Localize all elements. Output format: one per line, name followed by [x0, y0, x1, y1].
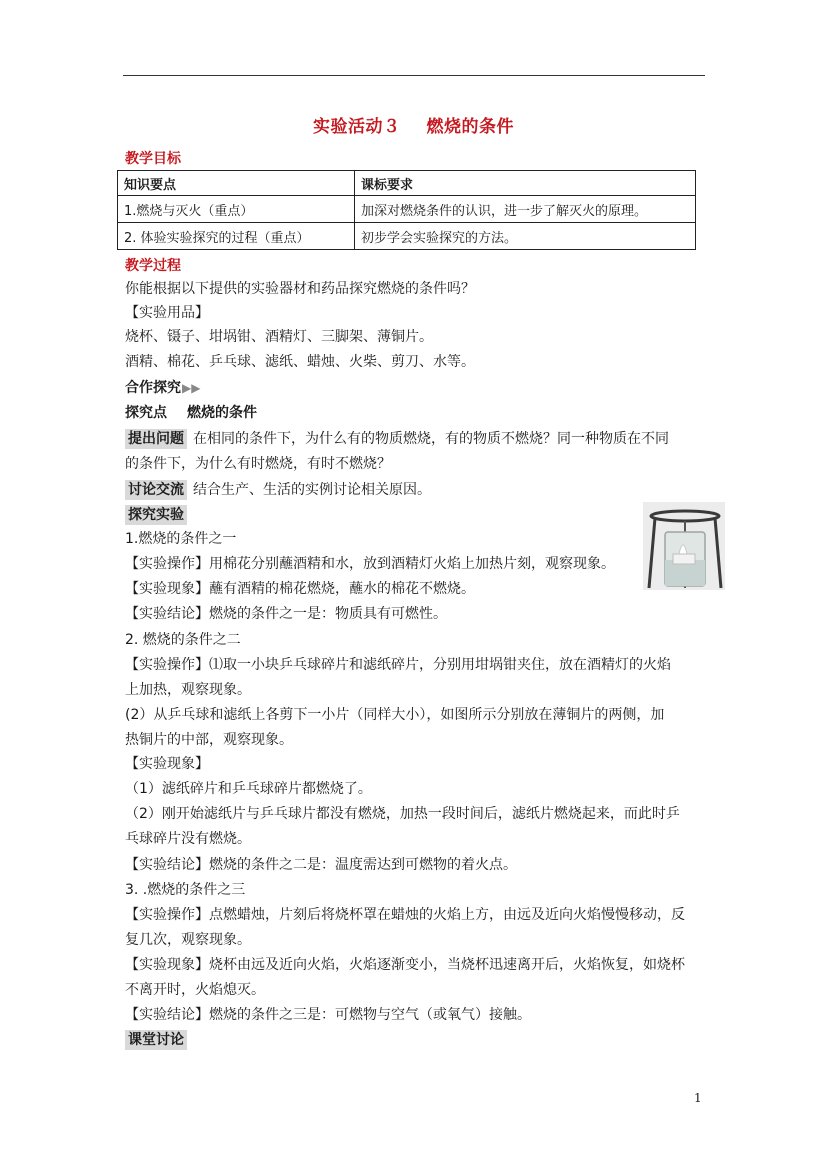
cond2-phenomenon-2b: 乓球碎片没有燃烧。: [125, 831, 251, 847]
table-cell: 1.燃烧与灭火（重点）: [118, 196, 355, 223]
table-cell: 初步学会实验探究的方法。: [355, 223, 696, 250]
cond2-phenomenon-label: 【实验现象】: [125, 756, 209, 772]
cond1-phenomenon: 【实验现象】蘸有酒精的棉花燃烧，蘸水的棉花不燃烧。: [125, 581, 475, 597]
section-coop: [125, 378, 200, 398]
discuss-tag: 讨论交流: [125, 480, 187, 500]
table-row: [118, 223, 696, 250]
discussion-heading: [125, 1030, 193, 1050]
cond2-operation-1: 【实验操作】⑴取一小块乒乓球碎片和滤纸碎片，分别用坩埚钳夹住，放在酒精灯的火焰: [125, 657, 671, 673]
cond2-phenomenon-1: （1）滤纸碎片和乒乓球碎片都燃烧了。: [125, 781, 372, 797]
cond2-operation-2: 上加热，观察现象。: [125, 682, 251, 698]
topic-heading: [125, 403, 257, 423]
cond3-operation-2: 复几次，观察现象。: [125, 932, 251, 948]
cond2-phenomenon-2a: （2）刚开始滤纸片与乒乓球片都没有燃烧，加热一段时间后，滤纸片燃烧起来，而此时乒: [125, 806, 680, 822]
page-title: [0, 112, 827, 137]
cond1-conclusion: 【实验结论】燃烧的条件之一是：物质具有可燃性。: [125, 606, 447, 622]
supplies-line-1: 烧杯、镊子、坩埚钳、酒精灯、三脚架、薄铜片。: [125, 329, 433, 345]
cond2-conclusion: 【实验结论】燃烧的条件之二是：温度需达到可燃物的着火点。: [125, 857, 517, 873]
experiment-heading: [125, 505, 193, 525]
discussion-tag: 课堂讨论: [125, 1030, 187, 1050]
discuss-text: 结合生产、生活的实例讨论相关原因。: [193, 482, 431, 498]
cond3-conclusion: 【实验结论】燃烧的条件之三是：可燃物与空气（或氧气）接触。: [125, 1007, 531, 1023]
tripod-beaker-illustration: [643, 502, 725, 590]
coop-label: 合作探究: [125, 380, 181, 396]
title-part-1: 实验活动３: [313, 117, 401, 137]
raise-question-text: 在相同的条件下，为什么有的物质燃烧，有的物质不燃烧？同一种物质在不同: [193, 431, 669, 447]
intro-question: 你能根据以下提供的实验器材和药品探究燃烧的条件吗？: [125, 281, 475, 297]
objectives-table: [117, 170, 696, 250]
table-header-cell: 知识要点: [118, 171, 355, 196]
raise-question-tag: 提出问题: [125, 429, 187, 449]
title-part-2: 燃烧的条件: [426, 117, 514, 137]
table-cell: 加深对燃烧条件的认识，进一步了解灭火的原理。: [355, 196, 696, 223]
cond3-title: 3. .燃烧的条件之三: [125, 882, 246, 898]
cond3-phenomenon-2: 不离开时，火焰熄灭。: [125, 982, 265, 998]
section-process: 教学过程: [125, 258, 181, 274]
table-cell: 2. 体验实验探究的过程（重点）: [118, 223, 355, 250]
cond1-operation: 【实验操作】用棉花分别蘸酒精和水，放到酒精灯火焰上加热片刻，观察现象。: [125, 556, 615, 572]
experiment-photo: [643, 502, 725, 590]
cond1-title: 1.燃烧的条件之一: [125, 531, 237, 547]
topic-label: 探究点: [125, 405, 167, 421]
supplies-line-2: 酒精、棉花、乒乓球、滤纸、蜡烛、火柴、剪刀、水等。: [125, 354, 475, 370]
experiment-tag: 探究实验: [125, 505, 187, 525]
cond2-title: 2. 燃烧的条件之二: [125, 632, 241, 648]
arrow-right-icon: ▶▶: [182, 381, 201, 395]
discuss-line: [125, 480, 431, 500]
topic-name: 燃烧的条件: [187, 405, 257, 421]
raise-question-line-1: [125, 429, 669, 449]
table-row: [118, 196, 696, 223]
raise-question-line-2: 的条件下，为什么有时燃烧，有时不燃烧？: [125, 456, 391, 472]
cond3-phenomenon-1: 【实验现象】烧杯由远及近向火焰，火焰逐渐变小，当烧杯迅速离开后，火焰恢复，如烧杯: [125, 957, 685, 973]
table-header-cell: 课标要求: [355, 171, 696, 196]
page-number: 1: [694, 1091, 702, 1105]
cond2-operation-3: (2）从乒乓球和滤纸上各剪下一小片（同样大小），如图所示分别放在薄铜片的两侧，加: [125, 707, 665, 723]
cond3-operation-1: 【实验操作】点燃蜡烛，片刻后将烧杯罩在蜡烛的火焰上方，由远及近向火焰慢慢移动，反: [125, 907, 685, 923]
supplies-label: 【实验用品】: [125, 305, 209, 321]
header-rule: [123, 75, 705, 76]
section-objectives: 教学目标: [125, 151, 181, 167]
table-header-row: [118, 171, 696, 196]
cond2-operation-4: 热铜片的中部，观察现象。: [125, 732, 293, 748]
